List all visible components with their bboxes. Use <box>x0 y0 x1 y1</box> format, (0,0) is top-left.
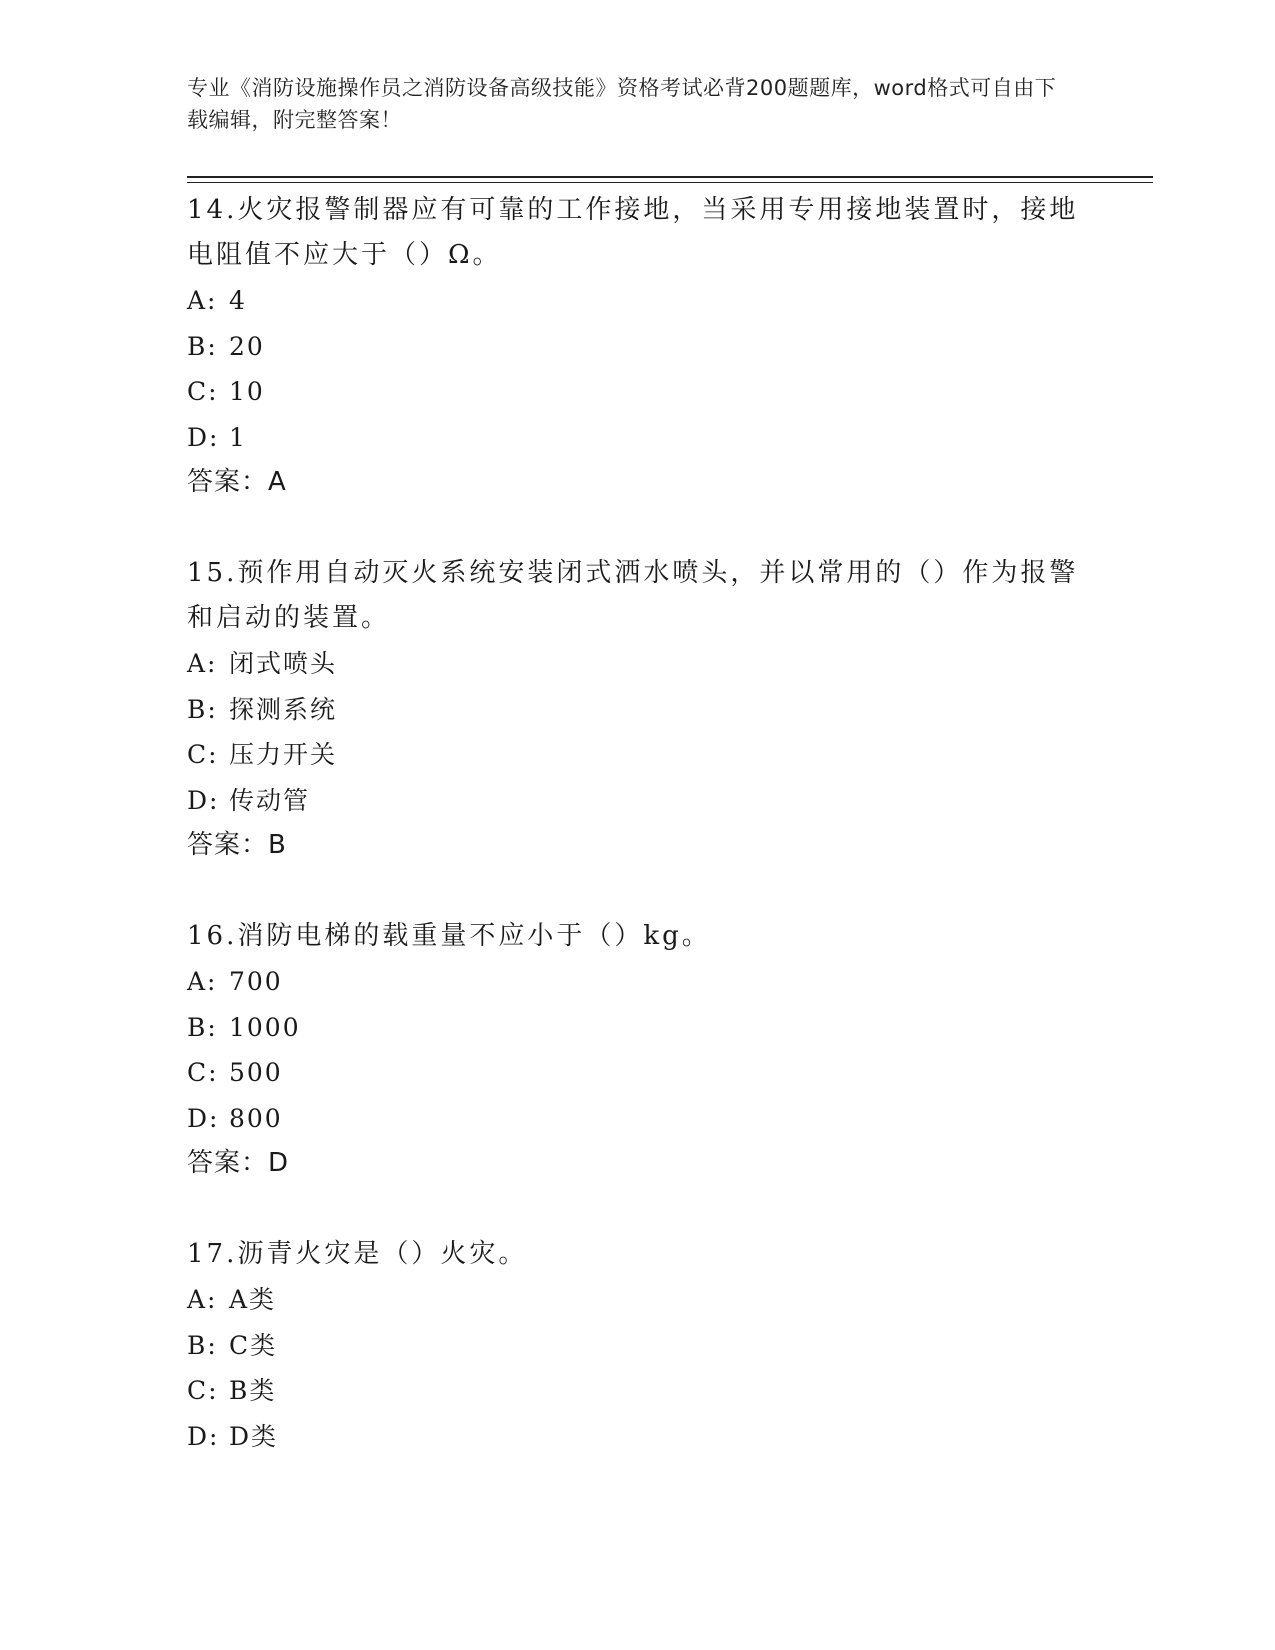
option-d <box>187 1096 1087 1142</box>
option-key: A: <box>187 286 218 315</box>
question-gap <box>187 868 1087 914</box>
answer-line: 答案：D <box>187 1148 290 1178</box>
option-value: 探测系统 <box>229 694 338 724</box>
document-header: 专业《消防设施操作员之消防设备高级技能》资格考试必背200题题库，word格式可自由下载编辑，附完整答案！ <box>187 76 1057 132</box>
option-value: 1 <box>229 422 247 452</box>
answer-line: 答案：A <box>187 467 287 497</box>
question-text: 14.火灾报警制器应有可靠的工作接地，当采用专用接地装置时，接地电阻值不应大于（）Ω。 <box>187 195 1079 270</box>
option-value: 20 <box>229 331 265 361</box>
option-value: D类 <box>229 1421 279 1451</box>
header-divider-thin <box>187 182 1153 183</box>
option-value: 闭式喷头 <box>229 649 338 678</box>
option-key: A: <box>187 1285 218 1314</box>
option-b <box>187 1005 1087 1051</box>
option-a <box>187 959 1087 1005</box>
option-value: 压力开关 <box>229 740 338 769</box>
question-text: 15.预作用自动灭火系统安装闭式洒水喷头，并以常用的（）作为报警和启动的装置。 <box>187 558 1079 633</box>
question-text: 17.沥青火灾是（）火灾。 <box>187 1239 528 1269</box>
option-value: 1000 <box>229 1012 301 1042</box>
option-key: B: <box>187 694 218 724</box>
option-key: A: <box>187 649 218 678</box>
option-key: B: <box>187 331 218 361</box>
option-value: 10 <box>229 377 265 406</box>
header-divider-thick <box>187 176 1153 178</box>
option-value: C类 <box>229 1330 278 1360</box>
question-16 <box>187 914 1087 1186</box>
option-d <box>187 415 1087 461</box>
option-d <box>187 1414 1087 1460</box>
option-key: B: <box>187 1012 218 1042</box>
option-value: B类 <box>229 1376 277 1405</box>
option-key: C: <box>187 1058 219 1087</box>
option-key: C: <box>187 740 219 769</box>
question-text: 16.消防电梯的载重量不应小于（）kg。 <box>187 921 711 951</box>
option-key: D: <box>187 1421 220 1451</box>
question-14 <box>187 188 1087 505</box>
option-key: A: <box>187 967 218 996</box>
answer-line: 答案：B <box>187 830 287 860</box>
question-list <box>187 188 1087 1459</box>
option-d <box>187 778 1087 824</box>
question-gap <box>187 1186 1087 1232</box>
option-value: 800 <box>229 1103 283 1133</box>
question-gap <box>187 505 1087 551</box>
option-value: A类 <box>229 1285 277 1314</box>
question-15 <box>187 551 1087 868</box>
option-key: B: <box>187 1330 218 1360</box>
option-key: C: <box>187 1376 219 1405</box>
option-a <box>187 1277 1087 1323</box>
option-b <box>187 687 1087 733</box>
option-value: 700 <box>229 967 283 996</box>
option-a <box>187 641 1087 687</box>
option-value: 传动管 <box>229 785 311 815</box>
option-key: D: <box>187 1103 220 1133</box>
option-c <box>187 1368 1087 1414</box>
option-c <box>187 732 1087 778</box>
option-key: D: <box>187 422 220 452</box>
option-b <box>187 1323 1087 1369</box>
option-value: 4 <box>229 286 247 315</box>
option-b <box>187 324 1087 370</box>
option-c <box>187 369 1087 415</box>
option-a <box>187 278 1087 324</box>
option-key: C: <box>187 377 219 406</box>
option-c <box>187 1050 1087 1096</box>
option-key: D: <box>187 785 220 815</box>
option-value: 500 <box>229 1058 283 1087</box>
question-17 <box>187 1232 1087 1459</box>
